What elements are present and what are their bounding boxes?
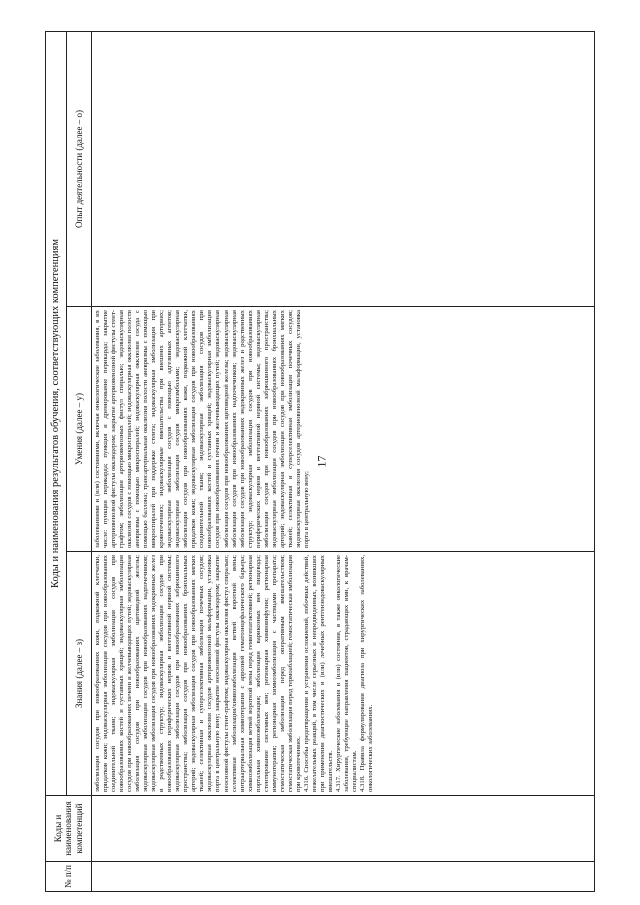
header-row-1 xyxy=(46,31,67,891)
header-experience: Опыт деятельности (далее – о) xyxy=(67,31,92,306)
knowledge-paragraph: эмболизация сосудов при новообразованиях кожи, подкожной клетчатки, придатков кожи; эндоваскулярная эмболизация сосудов при новообразованиях соединительной ткани; эндоваскулярная эмболизация сосудов при новообразованиях костей и суставных хрящей; эндоваскулярная эмболизация сосудов при новообразованиях печени и желчевыводящих путей; эндоваскулярная эмболизация сосудов при новообразованиях щитовидной железы; эндоваскулярная эмболизация сосудов при новообразованиях надпочечников; эндоваскулярная эмболизация сосудов при новообразованиях эндокринных желез и родственных структур; эндоваскулярная эмболизация сосудов при новообразованиях периферических нервов и вегетативной нервной системы; эндоваскулярная эмболизация сосудов при новообразованиях забрюшинного пространства; эмболизация сосудов при новообразованиях бронхиальных артерий; эндоваскулярная эмболизация сосудов при новообразованиях мягких тканей; селективная и суперселективная эмболизация почечных сосудов; эндоваскулярная окклюзия сосудов артериовенозной мальформации, установка порта в центральную вену; закрытие неосновной фистулы окклюдером; закрытие неосновной фистулы стент-графтом; эндоваскулярная окклюзия фистул спиралью; селективная эмболизация/химиоэмболизация ветвей воротной вены; интраартериальная химиотерапия с аррозией гематоэнцефалического барьера; химиоэмболизация ветвей воротной вены перед гемигепатэктомией; регионарная портальная химиоэмболизация; эмболизация варикозных вен пищевода; стентирование системных вен; регионарная химиоинфузия; регионарная иммунотерапия; регионарная химиоэмболизация с частицами препарата; гемостатическая эмболизация перед оперативным вмешательством; гемостатическая эмболизация перед термоаблацией; гемостатическая эмболизация при кровотечениях. xyxy=(94,555,302,792)
header-skills: Умения (далее – у) xyxy=(67,307,92,552)
header-row-2 xyxy=(67,31,92,891)
cell-codes xyxy=(92,796,595,862)
cell-skills xyxy=(92,307,595,552)
cell-num xyxy=(92,862,595,892)
page-number-text: 17 xyxy=(314,455,329,467)
knowledge-paragraph: 4.316. Способы предотвращения и устранения осложнений, побочных действий, нежелательных реакций, в том числе серьезных и непредвиденных, возникших при применении диагностических и (или) лечебных рентгенэндоваскулярных вмешательств. xyxy=(302,555,334,792)
cell-experience xyxy=(92,31,595,306)
header-results-group: Коды и наименования результатов обучения, соответствующих компетенциям xyxy=(46,31,67,795)
competency-table xyxy=(45,31,595,892)
header-num: № п/п xyxy=(46,862,92,892)
cell-knowledge xyxy=(92,552,595,796)
skills-paragraph: заболеваниями и (или) состояниями, включая онкологические заболевания, в их числе: пункция перикарда; пункция и дренирование перикарда; закрытие артериовенозной фистулы окклюдером; закрытие артериовенозной фистулы стент-графтом; эмболизация артериовенозных фистул спиралью; эндоваскулярная окклюзия сосудов с помощью микроспиралей; эндоваскулярная окклюзия полости аневризмы с помощью микроспиралей; эндоваскулярная окклюзия сосуда с помощью баллона; трансартериальная окклюзия полости аневризмы с помощью микроспиралей при поддержке стента; эндоваскулярная эмболизация при кровотечениях; эндоваскулярные вмешательства при внешних артериях; эндоваскулярная эмболизация сосудов с помощью адгезивных агентов; эндоваскулярная эмболизация сосудов микроэмболами; эндоваскулярная эмболизация сосудов при новообразованиях кожи, подкожной клетчатки, придатков кожи; эндоваскулярная эмболизация сосудов при новообразованиях соединительной ткани; эндоваскулярная эмболизация сосудов при новообразованиях костей и суставных хрящей; эндоваскулярная эмболизация сосудов при новообразованиях печени и желчевыводящих путей; эндоваскулярная эмболизация сосудов при новообразованиях щитовидной железы; эндоваскулярная эмболизация сосудов при новообразованиях надпочечников; эндоваскулярная эмболизация сосудов при новообразованиях эндокринных желез и родственных структур; эндоваскулярная эмболизация сосудов при новообразованиях периферических нервов и вегетативной нервной системы; эндоваскулярная эмболизация сосудов при новообразованиях забрюшинного пространства; эндоваскулярная эмболизация сосудов при новообразованиях бронхиальных артерий; эндоваскулярная эмболизация сосудов при новообразованиях мягких тканей; селективная и суперселективная эмболизация почечных сосудов; эндоваскулярная окклюзия сосудов артериовенозной мальформации, установка порта в центральную вену; xyxy=(94,310,310,548)
knowledge-paragraph: 4.318. Правила формулирования диагноза при хирургических заболеваниях, онкологических заболеваниях. xyxy=(359,555,375,792)
body-row xyxy=(92,31,595,891)
competency-table-sheet xyxy=(45,32,595,892)
header-knowledge: Знания (далее – з) xyxy=(67,552,92,796)
header-codes: Коды и наименования компетенций xyxy=(46,796,92,862)
knowledge-paragraph: 4.317. Хирургические заболевания и (или) состояния, в также онкологические заболевания, требующие направления пациентов, страдающих ими, к врачам-специалистам. xyxy=(334,555,358,792)
